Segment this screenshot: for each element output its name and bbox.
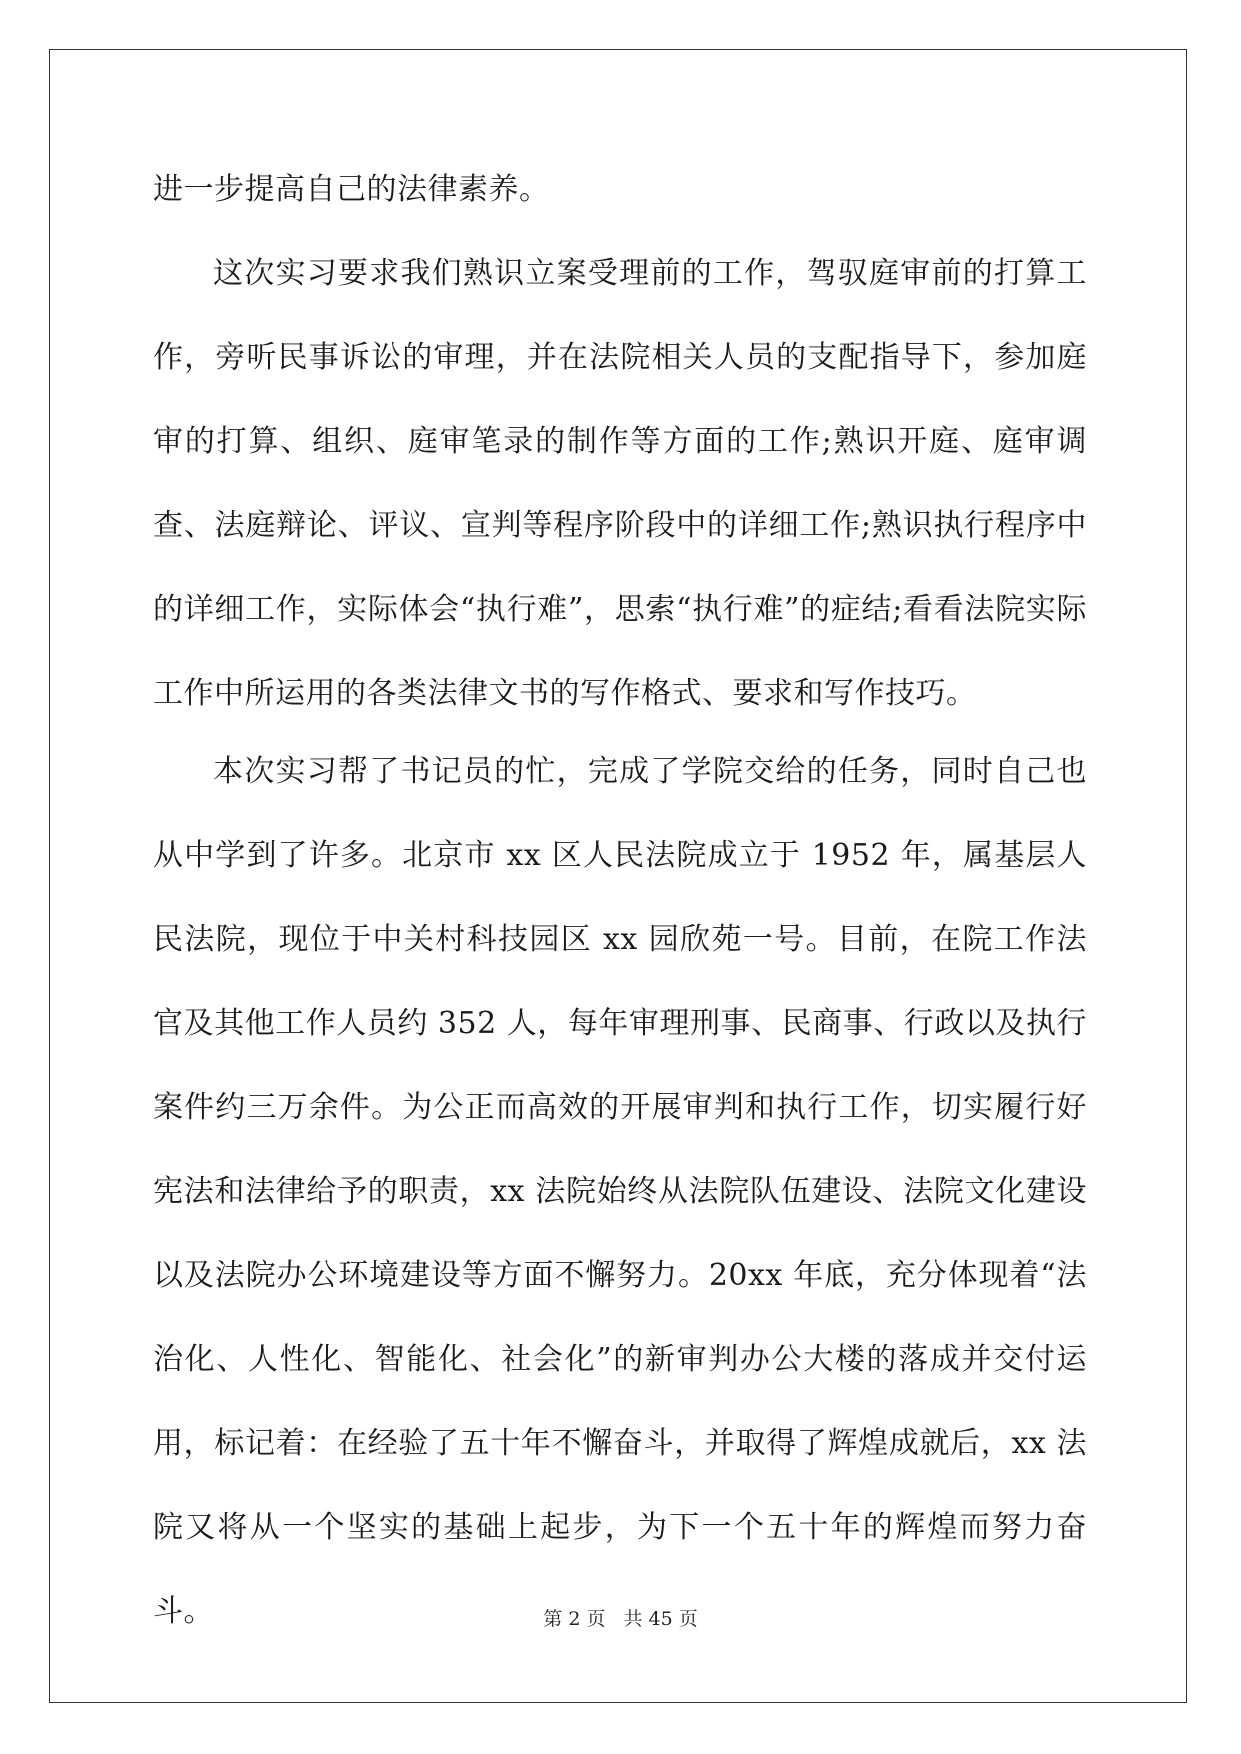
paragraph-court-introduction: 本次实习帮了书记员的忙，完成了学院交给的任务，同时自己也从中学到了许多。北京市 xx 区人民法院成立于 1952 年，属基层人民法院，现位于中关村科技园区 xx 园欣苑一号。目前，在院工作法官及其他工作人员约 352 人，每年审理刑事、民商事、行政以及执行案件约三万余件。为公正而高效的开展审判和执行工作，切实履行好宪法和法律给予的职责，xx 法院始终从法院队伍建设、法院文化建设以及法院办公环境建设等方面不懈努力。20xx 年底，充分体现着“法治化、人性化、智能化、社会化”的新审判办公大楼的落成并交付运用，标记着：在经验了五十年不懈奋斗，并取得了辉煌成就后，xx 法院又将从一个坚实的基础上起步，为下一个五十年的辉煌而努力奋斗。 xyxy=(153,754,1087,1629)
paragraph-internship-requirements: 这次实习要求我们熟识立案受理前的工作，驾驭庭审前的打算工作，旁听民事诉讼的审理，并在法院相关人员的支配指导下，参加庭审的打算、组织、庭审笔录的制作等方面的工作;熟识开庭、庭审调查、法庭辩论、评议、宣判等程序阶段中的详细工作;熟识执行程序中的详细工作，实际体会“执行难”，思索“执行难”的症结;看看法院实际工作中所运用的各类法律文书的写作格式、要求和写作技巧。 xyxy=(153,256,1087,711)
paragraph-continuation: 进一步提高自己的法律素养。 xyxy=(153,172,550,207)
current-page-number: 第 2 页 xyxy=(543,1608,606,1630)
page-footer xyxy=(0,1604,1241,1631)
total-page-count: 共 45 页 xyxy=(623,1608,698,1630)
